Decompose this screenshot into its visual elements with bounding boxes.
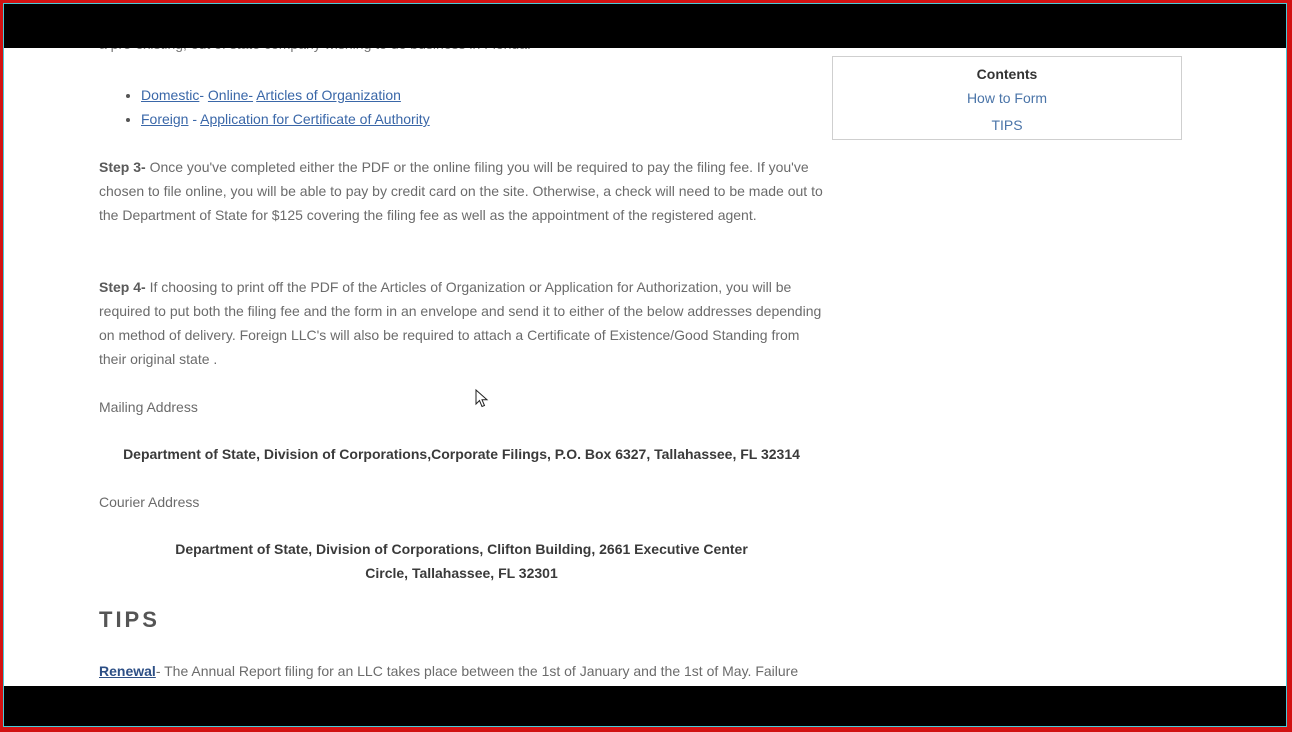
step-3-paragraph: Step 3- Once you've completed either the PDF or the online filing you will be required to pay the filing fee. If you've chosen to file online, you will be able to pay by credit card on the site. Otherwise, a check will need to be made out to the Department of State for $125 covering the filing fee as well as the appointment of the registered agent. — [99, 159, 823, 223]
renewal-link[interactable]: Renewal — [99, 663, 156, 679]
toc-link-how-to-form[interactable]: How to Form — [966, 90, 1048, 106]
table-of-contents — [832, 56, 1182, 140]
mailing-address-label: Mailing Address — [99, 399, 198, 415]
courier-address-line-2: Circle, Tallahassee, FL 32301 — [365, 565, 558, 581]
courier-address-label: Courier Address — [99, 494, 200, 510]
articles-of-organization-link[interactable]: Articles of Organization — [256, 87, 401, 103]
foreign-link[interactable]: Foreign — [141, 111, 189, 127]
list-item: • Domestic- Online- Articles of Organization — [141, 83, 430, 107]
online-link[interactable]: Online- — [207, 87, 254, 103]
step-4-paragraph: Step 4- If choosing to print off the PDF of the Articles of Organization or Application for Authorization, you will be required to put both the filing fee and the form in an envelope and send it to either of the below addresses depending on method of delivery. Foreign LLC's will also be required to attach a Certificate of Existence/Good Standing from their original state . — [99, 279, 822, 367]
form-links-list — [121, 83, 430, 131]
list-item: • Foreign - Application for Certificate of Authority — [141, 107, 430, 131]
mouse-pointer-icon — [475, 389, 489, 409]
domestic-link[interactable]: Domestic — [141, 87, 200, 103]
step-3-label: Step 3- — [99, 159, 146, 175]
video-frame — [3, 3, 1287, 727]
tips-heading: TIPS — [99, 607, 160, 632]
toc-link-tips[interactable]: TIPS — [991, 117, 1023, 133]
courier-address-line-1: Department of State, Division of Corporations, Clifton Building, 2661 Executive Center — [175, 541, 748, 557]
letterbox-top-bar — [4, 4, 1286, 48]
certificate-of-authority-link[interactable]: Application for Certificate of Authority — [200, 111, 430, 127]
renewal-paragraph: Renewal- The Annual Report filing for an LLC takes place between the 1st of January and the 1st of May. Failure — [99, 663, 799, 679]
toc-title: Contents — [976, 66, 1038, 82]
step-4-label: Step 4- — [99, 279, 146, 295]
letterbox-bottom-bar — [4, 686, 1286, 726]
mailing-address: Department of State, Division of Corporations,Corporate Filings, P.O. Box 6327, Tallahassee, FL 32314 — [123, 446, 800, 462]
